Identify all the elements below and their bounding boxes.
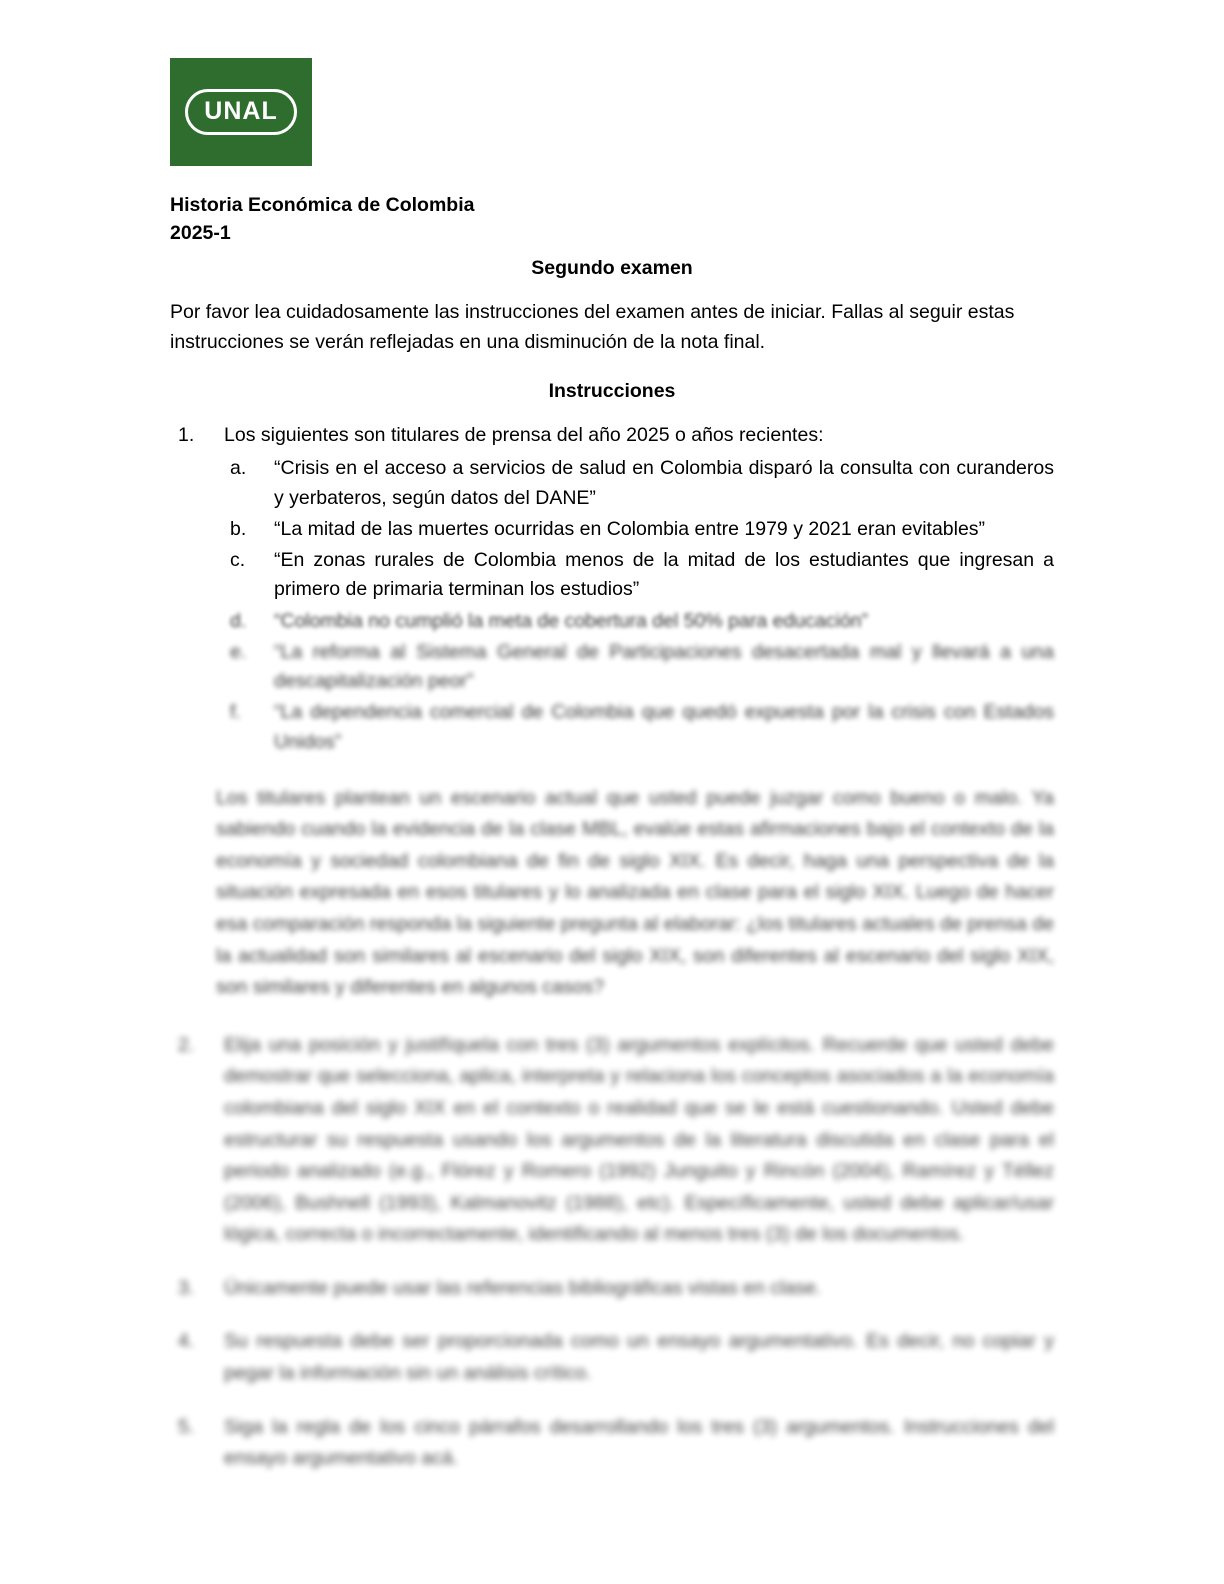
intro-paragraph: Por favor lea cuidadosamente las instrucciones del examen antes de iniciar. Fallas al seguir estas instrucciones se verán reflejadas en una disminución de la nota final.	[170, 301, 1015, 353]
list-item-number: 5.	[178, 1415, 195, 1438]
list-item-text: “La dependencia comercial de Colombia que quedó expuesta por la crisis con Estados Unidos”	[274, 701, 1054, 753]
headlines-list	[216, 454, 1054, 757]
list-item	[170, 1273, 1054, 1305]
instructions-list-continued	[170, 1030, 1054, 1475]
list-item-letter: b.	[230, 517, 247, 540]
list-item-text: Siga la regla de los cinco párrafos desarrollando los tres (3) argumentos. Instrucciones del ensayo argumentativo acá.	[224, 1415, 1054, 1470]
list-item-number: 1.	[178, 423, 195, 446]
list-item-text: “En zonas rurales de Colombia menos de la mitad de los estudiantes que ingresan a primero de primaria terminan los estudios”	[274, 549, 1054, 601]
list-item	[170, 1326, 1054, 1389]
list-item	[216, 698, 1054, 757]
exam-title: Segundo examen	[531, 257, 693, 280]
list-item-letter: d.	[230, 609, 247, 632]
list-item-number: 3.	[178, 1276, 195, 1299]
unal-logo	[170, 58, 312, 166]
list-item-number: 4.	[178, 1330, 195, 1353]
list-item-text: Elija una posición y justifíquela con tres (3) argumentos explícitos. Recuerde que usted debe demostrar que selecciona, aplica, interpreta y relaciona los conceptos asociados a la economía colombiana del siglo XIX en el contexto o realidad que se le está cuestionando. Usted debe estructurar su respuesta usando los argumentos de la literatura discutida en clase para el periodo analizado (e.g., Flórez y Romero (1992) Junguito y Rincón (2004), Ramírez y Téllez (2006), Bushnell (1993), Kalmanovitz (1988), etc). Específicamente, usted debe aplicar/usar lógica, correcta o incorrectamente, identificando al menos tres (3) de los documentos.	[224, 1033, 1054, 1246]
list-item	[170, 1412, 1054, 1475]
instructions-heading: Instrucciones	[548, 379, 676, 402]
analysis-paragraph: Los titulares plantean un escenario actual que usted puede juzgar como bueno o malo. Ya sabiendo cuando la evidencia de la clase MBL, evalúe estas afirmaciones bajo el contexto de la economía y sociedad colombiana de fin de siglo XIX. Es decir, haga una perspectiva de la situación expresada en esos titulares y lo analizada en clase para el siglo XIX. Luego de hacer esa comparación responda la siguiente pregunta al elaborar: ¿los titulares actuales de prensa de la actualidad son similares al escenario del siglo XIX, son diferentes al escenario del siglo XIX, son similares y diferentes en algunos casos?	[216, 786, 1054, 999]
list-item-letter: e.	[230, 640, 247, 663]
list-item-text: “Colombia no cumplió la meta de cobertura del 50% para educación”	[274, 609, 868, 632]
list-item	[216, 454, 1054, 513]
list-item-text: Únicamente puede usar las referencias bibliográficas vistas en clase.	[224, 1276, 822, 1299]
list-item	[216, 638, 1054, 697]
list-item-text: “Crisis en el acceso a servicios de salud en Colombia disparó la consulta con curanderos y yerbateros, según datos del DANE”	[274, 457, 1054, 509]
list-item-letter: f.	[230, 701, 241, 724]
list-item-letter: a.	[230, 457, 247, 480]
unal-logo-text: UNAL	[185, 89, 296, 135]
list-item	[170, 421, 1054, 451]
list-item-text: Su respuesta debe ser proporcionada como un ensayo argumentativo. Es decir, no copiar y pegar la información sin un análisis crítico.	[224, 1330, 1054, 1384]
list-item-number: 2.	[178, 1033, 195, 1056]
list-item-text: “La mitad de las muertes ocurridas en Colombia entre 1979 y 2021 eran evitables”	[274, 517, 986, 540]
list-item	[216, 607, 1054, 636]
instructions-list	[170, 421, 1054, 451]
course-term: 2025-1	[170, 221, 231, 244]
list-item	[216, 515, 1054, 544]
list-item-text: Los siguientes son titulares de prensa del año 2025 o años recientes:	[224, 423, 824, 446]
list-item-letter: c.	[230, 549, 246, 571]
list-item	[216, 546, 1054, 605]
list-item	[170, 1030, 1054, 1251]
course-title: Historia Económica de Colombia	[170, 194, 475, 216]
list-item-text: “La reforma al Sistema General de Participaciones desacertada mal y llevará a una descapitalización peor”	[274, 640, 1054, 692]
